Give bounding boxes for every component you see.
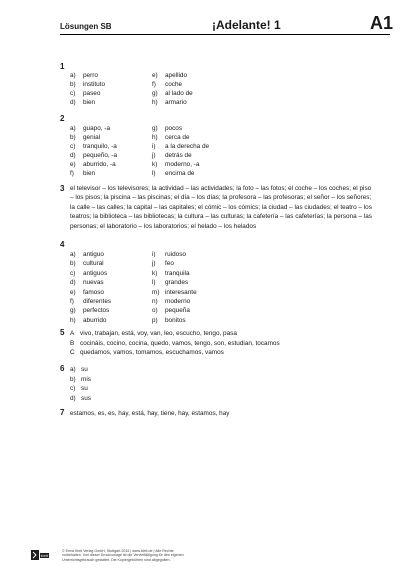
- section-1-left-column: [70, 71, 105, 107]
- item-text: moderno: [165, 298, 191, 306]
- item-text: perro: [83, 72, 98, 79]
- item-text: Unterrichtsgebrauch gestattet. Die Kopiergebühren sind abgegolten.: [62, 557, 171, 562]
- section-1-right-column: [152, 71, 193, 107]
- item-label: g): [152, 125, 158, 132]
- answer-row: [152, 288, 197, 297]
- section-2-number: 2: [60, 114, 65, 123]
- item-label: A: [70, 330, 75, 337]
- item-label: c): [70, 143, 76, 150]
- answer-row: [70, 278, 111, 287]
- text-line: el televisor – los televisores; la actividad – las actividades; la foto – las fotos; el coche – los coches; el piso: [70, 185, 372, 192]
- item-label: l): [152, 170, 156, 177]
- header-left-title: Lösungen SB: [60, 22, 112, 31]
- item-label: C: [70, 349, 75, 357]
- section-1-number: 1: [60, 62, 65, 71]
- answer-row: [70, 151, 117, 160]
- item-text: pequeño, -a: [83, 152, 118, 159]
- item-text: antiguo: [83, 251, 104, 258]
- item-text: vorbehalten. Von dieser Druckvorlage ist die Vervielfältigung für den eigenen: [62, 553, 184, 558]
- item-label: f): [152, 81, 156, 88]
- item-label: e): [70, 288, 76, 296]
- item-text: paseo: [83, 90, 101, 97]
- answer-row: [70, 365, 91, 375]
- item-text: cerca de: [165, 134, 190, 141]
- answer-row: [70, 250, 111, 259]
- item-label: f): [70, 170, 74, 177]
- section-3-number: 3: [60, 184, 65, 193]
- item-label: k): [152, 269, 158, 277]
- item-text: vivo, trabajan, está, voy, van, leo, escucho, tengo, pasa: [80, 330, 237, 337]
- answer-row: [70, 142, 117, 151]
- answer-row: [152, 124, 209, 133]
- answer-row: [70, 384, 91, 394]
- item-label: b): [70, 81, 76, 88]
- item-text: moderno, -a: [165, 161, 200, 168]
- answer-row: [70, 160, 117, 169]
- answer-row: [70, 394, 91, 404]
- item-label: g): [152, 90, 158, 97]
- answer-row: [70, 306, 111, 315]
- answer-row: [70, 269, 111, 278]
- klett-logo-text: klett: [40, 554, 49, 558]
- copyright-notice: [62, 549, 242, 562]
- item-label: d): [70, 99, 76, 106]
- item-label: k): [152, 161, 158, 168]
- item-label: j): [152, 260, 156, 268]
- section-5-number: 5: [60, 328, 65, 337]
- item-text: al lado de: [165, 90, 193, 97]
- item-text: feo: [165, 260, 174, 268]
- item-label: d): [70, 152, 76, 159]
- text-line: estamos, es, es, hay, está, hay, tiene, hay, estamos, hay: [70, 410, 230, 417]
- item-label: h): [152, 99, 158, 106]
- section-4-right-column: [152, 250, 197, 325]
- section-5-rows: [70, 329, 280, 358]
- item-label: h): [152, 134, 158, 141]
- item-text: famoso: [83, 288, 104, 296]
- answer-row: [152, 151, 209, 160]
- section-7-text: [70, 409, 230, 418]
- item-text: aburrido: [83, 316, 107, 324]
- text-line: teatros; la biblioteca – las bibliotecas; la cultura – las culturas; la cafetería – las cafeterías; la persona – las: [70, 213, 372, 221]
- answer-row: [152, 89, 193, 98]
- answer-row: [70, 288, 111, 297]
- answer-row: [152, 142, 209, 151]
- item-label: j): [152, 152, 156, 159]
- answer-row: [152, 269, 197, 278]
- item-label: n): [152, 298, 158, 306]
- section-7-number: 7: [60, 408, 65, 417]
- answer-row: [152, 297, 197, 306]
- item-text: cocináis, cocino, cocina, quedo, vamos, tengo, son, estudian, tocamos: [80, 339, 280, 347]
- section-2-right-column: [152, 124, 209, 178]
- item-label: o): [152, 307, 158, 315]
- item-text: tranquila: [165, 269, 190, 277]
- item-text: guapo, -a: [83, 125, 111, 132]
- text-line: la calle – las calles; la capital – las capitales; el cómic – los cómics; la ciudad – las ciudades; el teatro – los: [70, 203, 372, 211]
- item-text: aburrido, -a: [83, 161, 116, 168]
- item-text: genial: [83, 134, 101, 141]
- item-text: apellido: [165, 72, 188, 79]
- answer-row: [70, 71, 105, 80]
- klett-logo-icon: [30, 548, 50, 562]
- answer-row: [70, 316, 111, 325]
- item-text: antiguos: [83, 269, 108, 277]
- item-text: bonitos: [165, 316, 186, 324]
- item-text: grandes: [165, 279, 189, 287]
- header-level: A1: [370, 13, 394, 33]
- text-line: – los pisos; la piscina – las piscinas; el día – los días; la profesora – las profesoras; el señor – los señores;: [70, 194, 372, 202]
- section-6-rows: [70, 365, 91, 403]
- item-text: quedamos, vamos, tomamos, escuchamos, vamos: [80, 349, 224, 357]
- item-text: diferentes: [83, 298, 112, 306]
- answer-row: [152, 259, 197, 268]
- item-text: armario: [165, 99, 187, 106]
- item-label: c): [70, 385, 76, 393]
- item-text: su: [81, 366, 88, 373]
- item-text: instituto: [83, 81, 106, 88]
- answer-row: [152, 71, 193, 80]
- answer-row: [70, 133, 117, 142]
- answer-row: [152, 98, 193, 107]
- item-text: tranquilo, -a: [83, 143, 117, 150]
- answer-row: [70, 98, 105, 107]
- item-label: p): [152, 316, 158, 324]
- item-label: h): [70, 316, 76, 324]
- answer-row: [152, 278, 197, 287]
- answer-row: [70, 297, 111, 306]
- item-text: encima de: [165, 170, 195, 177]
- item-text: nuevas: [83, 279, 104, 287]
- answer-row: [152, 169, 209, 178]
- item-text: © Ernst Klett Verlag GmbH, Stuttgart 2015 | www.klett.de | Alle Rechte: [62, 549, 174, 553]
- item-label: b): [70, 375, 76, 383]
- item-label: b): [70, 260, 76, 268]
- item-label: m): [152, 288, 160, 296]
- answer-row: [152, 250, 197, 259]
- answer-row: [70, 348, 280, 358]
- header-rule: [60, 34, 390, 35]
- section-4-left-column: [70, 250, 111, 325]
- answer-row: [152, 80, 193, 89]
- item-text: su: [81, 385, 88, 393]
- item-label: a): [70, 366, 76, 373]
- item-text: detrás de: [165, 152, 192, 159]
- item-label: l): [152, 279, 156, 287]
- text-line: personas; el laboratorio – los laboratorios; el helado – los helados: [70, 222, 257, 230]
- section-3-text: [70, 184, 388, 231]
- answer-row: [152, 133, 209, 142]
- item-label: e): [152, 72, 158, 79]
- item-text: pequeña: [165, 307, 190, 315]
- item-label: b): [70, 134, 76, 141]
- item-text: perfectos: [83, 307, 110, 315]
- answer-row: [70, 329, 280, 339]
- item-label: a): [70, 125, 76, 132]
- section-2-left-column: [70, 124, 117, 178]
- item-label: a): [70, 251, 76, 258]
- item-text: bien: [83, 170, 96, 177]
- item-text: sus: [81, 394, 91, 402]
- item-label: a): [70, 72, 76, 79]
- item-text: interesante: [165, 288, 197, 296]
- answer-row: [70, 80, 105, 89]
- answer-row: [70, 89, 105, 98]
- item-text: ruidoso: [165, 251, 186, 258]
- answer-row: [152, 306, 197, 315]
- answer-row: [152, 160, 209, 169]
- answer-row: [70, 375, 91, 385]
- item-label: f): [70, 298, 74, 306]
- header-book-title: ¡Adelante! 1: [212, 18, 281, 32]
- item-label: d): [70, 279, 76, 287]
- answer-row: [70, 339, 280, 349]
- answer-row: [70, 259, 111, 268]
- item-label: i): [152, 251, 156, 258]
- item-label: B: [70, 339, 75, 347]
- answer-row: [70, 124, 117, 133]
- item-label: c): [70, 90, 76, 97]
- item-label: d): [70, 394, 76, 402]
- item-text: mis: [81, 375, 91, 383]
- answer-row: [152, 316, 197, 325]
- item-label: g): [70, 307, 76, 315]
- item-text: pocos: [165, 125, 183, 132]
- item-text: a la derecha de: [165, 143, 210, 150]
- item-text: coche: [165, 81, 183, 88]
- item-text: bien: [83, 99, 96, 106]
- item-text: cultural: [83, 260, 104, 268]
- item-label: e): [70, 161, 76, 168]
- answer-row: [70, 169, 117, 178]
- item-label: i): [152, 143, 156, 150]
- section-6-number: 6: [60, 364, 65, 373]
- item-label: c): [70, 269, 76, 277]
- section-4-number: 4: [60, 240, 65, 249]
